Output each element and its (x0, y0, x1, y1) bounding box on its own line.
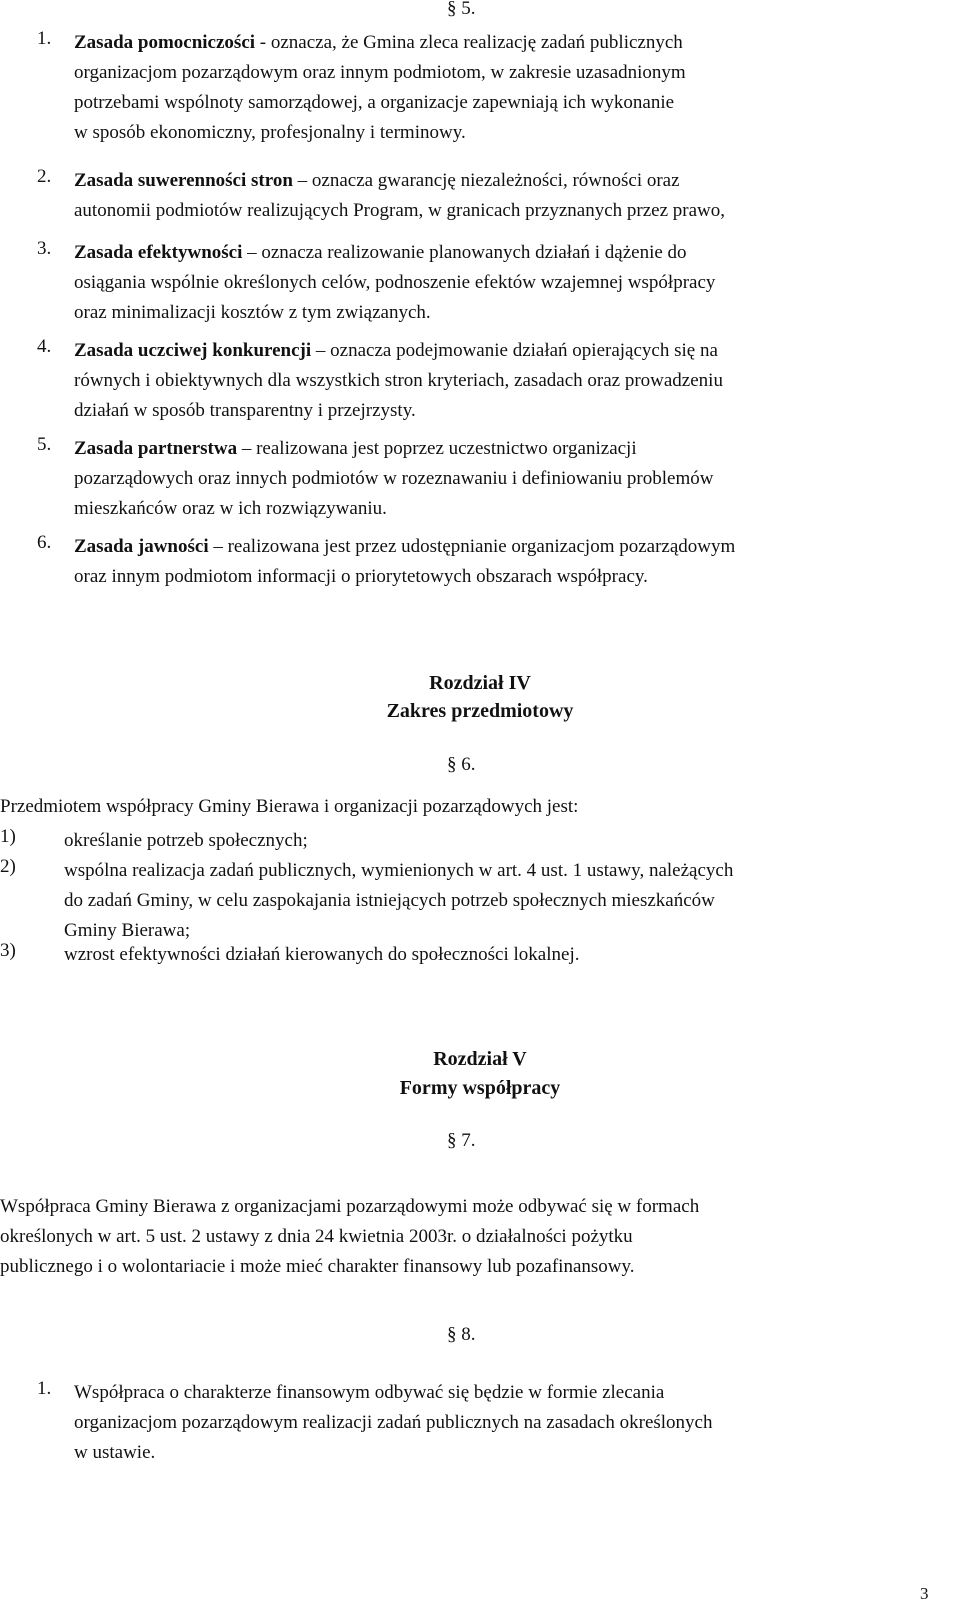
principle-item: Zasada pomocniczości - oznacza, że Gmina zleca realizację zadań publicznych organizacjom pozarządowym oraz innym podmiotom, w zakresie uzasadnionym potrzebami wspólnoty samorządowej, a organizacje zapewniają ich wykonanie w sposób ekonomiczny, profesjonalny i terminowy. (74, 32, 686, 143)
cooperation-forms-paragraph: Współpraca Gminy Bierawa z organizacjami pozarządowymi może odbywać się w formach określonych w art. 5 ust. 2 ustawy z dnia 24 kwietnia 2003r. o działalności pożytku publicznego i o wolontariacie i może mieć charakter finansowy lub pozafinansowy. (0, 1196, 700, 1277)
principle-item: Zasada suwerenności stron – oznacza gwarancję niezależności, równości oraz autonomii podmiotów realizujących Program, w granicach przyznanych przez prawo, (74, 170, 726, 221)
principle-heading: Zasada suwerenności stron (74, 170, 293, 191)
financial-cooperation-item: Współpraca o charakterze finansowym odbywać się będzie w formie zlecania organizacjom pozarządowym realizacji zadań publicznych na zasadach określonych w ustawie. (74, 1382, 713, 1463)
page-number: 3 (920, 1584, 929, 1603)
item-number: 1. (37, 28, 52, 49)
section-mark-6: § 6. (447, 754, 476, 775)
section-mark-5: § 5. (447, 0, 476, 19)
principle-item: Zasada jawności – realizowana jest przez udostępnianie organizacjom pozarządowym oraz innym podmiotom informacji o priorytetowych obszarach współpracy. (74, 536, 736, 587)
list-number: 3) (0, 940, 16, 961)
principle-heading: Zasada partnerstwa (74, 438, 238, 459)
item-number: 4. (37, 336, 52, 357)
item-number: 5. (37, 434, 52, 455)
principle-heading: Zasada uczciwej konkurencji (74, 340, 312, 361)
scope-item: wspólna realizacja zadań publicznych, wymienionych w art. 4 ust. 1 ustawy, należących do zadań Gminy, w celu zaspokajania istniejących potrzeb społecznych mieszkańców Gminy Bierawa; (64, 860, 734, 941)
principle-heading: Zasada jawności (74, 536, 209, 557)
scope-item: określanie potrzeb społecznych; (64, 830, 308, 851)
chapter-subtitle: Formy współpracy (399, 1077, 561, 1099)
principle-heading: Zasada efektywności (74, 242, 243, 263)
principle-item: Zasada efektywności – oznacza realizowanie planowanych działań i dążenie do osiągania wspólnie określonych celów, podnoszenie efektów wzajemnej współpracy oraz minimalizacji kosztów z tym związanych. (74, 242, 716, 323)
principle-item: Zasada partnerstwa – realizowana jest poprzez uczestnictwo organizacji pozarządowych oraz innych podmiotów w rozeznawaniu i definiowaniu problemów mieszkańców oraz w ich rozwiązywaniu. (74, 438, 714, 519)
item-number: 1. (37, 1378, 52, 1399)
list-number: 2) (0, 856, 16, 877)
chapter-title: Rozdział IV (429, 672, 531, 694)
item-number: 2. (37, 166, 52, 187)
principle-item: Zasada uczciwej konkurencji – oznacza podejmowanie działań opierających się na równych i obiektywnych dla wszystkich stron kryteriach, zasadach oraz prowadzeniu działań w sposób transparentny i przejrzysty. (74, 340, 723, 421)
scope-item: wzrost efektywności działań kierowanych do społeczności lokalnej. (64, 944, 580, 965)
item-number: 6. (37, 532, 52, 553)
item-number: 3. (37, 238, 52, 259)
chapter-subtitle: Zakres przedmiotowy (386, 700, 574, 722)
principle-heading: Zasada pomocniczości (74, 32, 256, 53)
scope-intro: Przedmiotem współpracy Gminy Bierawa i organizacji pozarządowych jest: (0, 796, 579, 817)
list-number: 1) (0, 826, 16, 847)
chapter-title: Rozdział V (433, 1048, 527, 1070)
section-mark-8: § 8. (447, 1324, 476, 1345)
section-mark-7: § 7. (447, 1130, 476, 1151)
